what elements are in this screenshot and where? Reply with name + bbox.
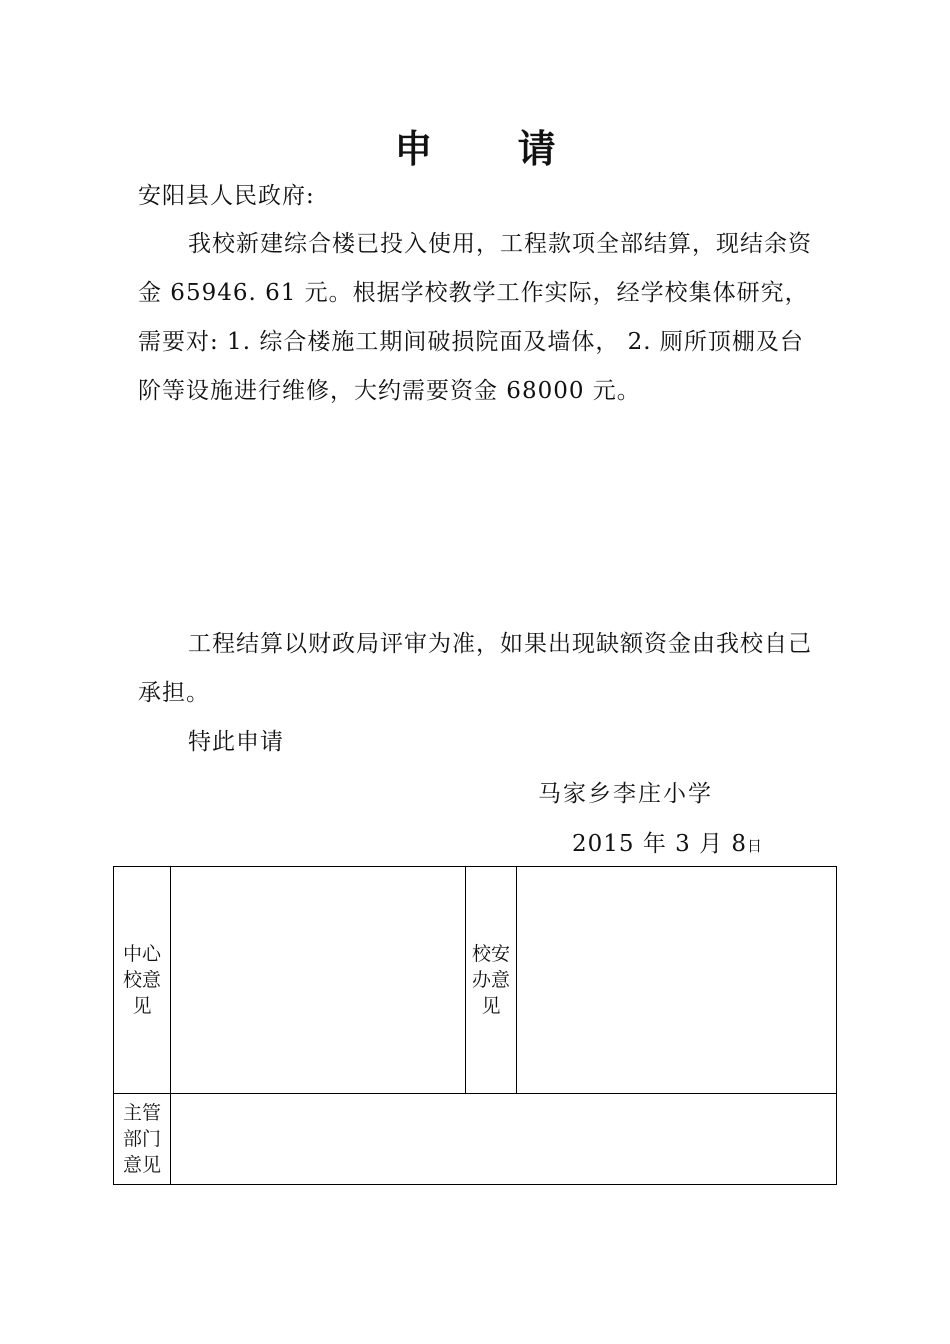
safety-office-opinion-field[interactable] [517, 867, 837, 1094]
document-title: 申 请 [394, 127, 592, 171]
supervisor-opinion-field[interactable] [171, 1094, 837, 1185]
opinions-row-bottom [114, 1094, 837, 1185]
opinions-row-top [114, 867, 837, 1094]
date-main: 2015 年 3 月 8 [572, 831, 748, 857]
paragraph-settlement-note: 工程结算以财政局评审为准，如果出现缺额资金由我校自己承担。 [138, 631, 812, 706]
closing-phrase: 特此申请 [188, 729, 284, 755]
paragraph-request-body: 我校新建综合楼已投入使用，工程款项全部结算，现结余资金 65946. 61 元。根据学校教学工作实际，经学校集体研究，需要对: 1. 综合楼施工期间破损院面及墙体， 2. 厕所顶棚及台阶等设施进行维修，大约需要资金 68000 元。 [138, 231, 812, 404]
date-line [572, 820, 763, 871]
signature-school-name: 马家乡李庄小学 [538, 781, 713, 807]
salutation: 安阳县人民政府: [138, 183, 315, 209]
supervisor-opinion-label: 主管 部门 意见 [114, 1094, 171, 1185]
opinions-table [113, 866, 837, 1185]
center-school-opinion-label: 中心 校意 见 [114, 867, 171, 1094]
center-school-opinion-field[interactable] [171, 867, 466, 1094]
date-day-suffix: 日 [747, 837, 764, 855]
safety-office-opinion-label: 校安 办意 见 [466, 867, 517, 1094]
